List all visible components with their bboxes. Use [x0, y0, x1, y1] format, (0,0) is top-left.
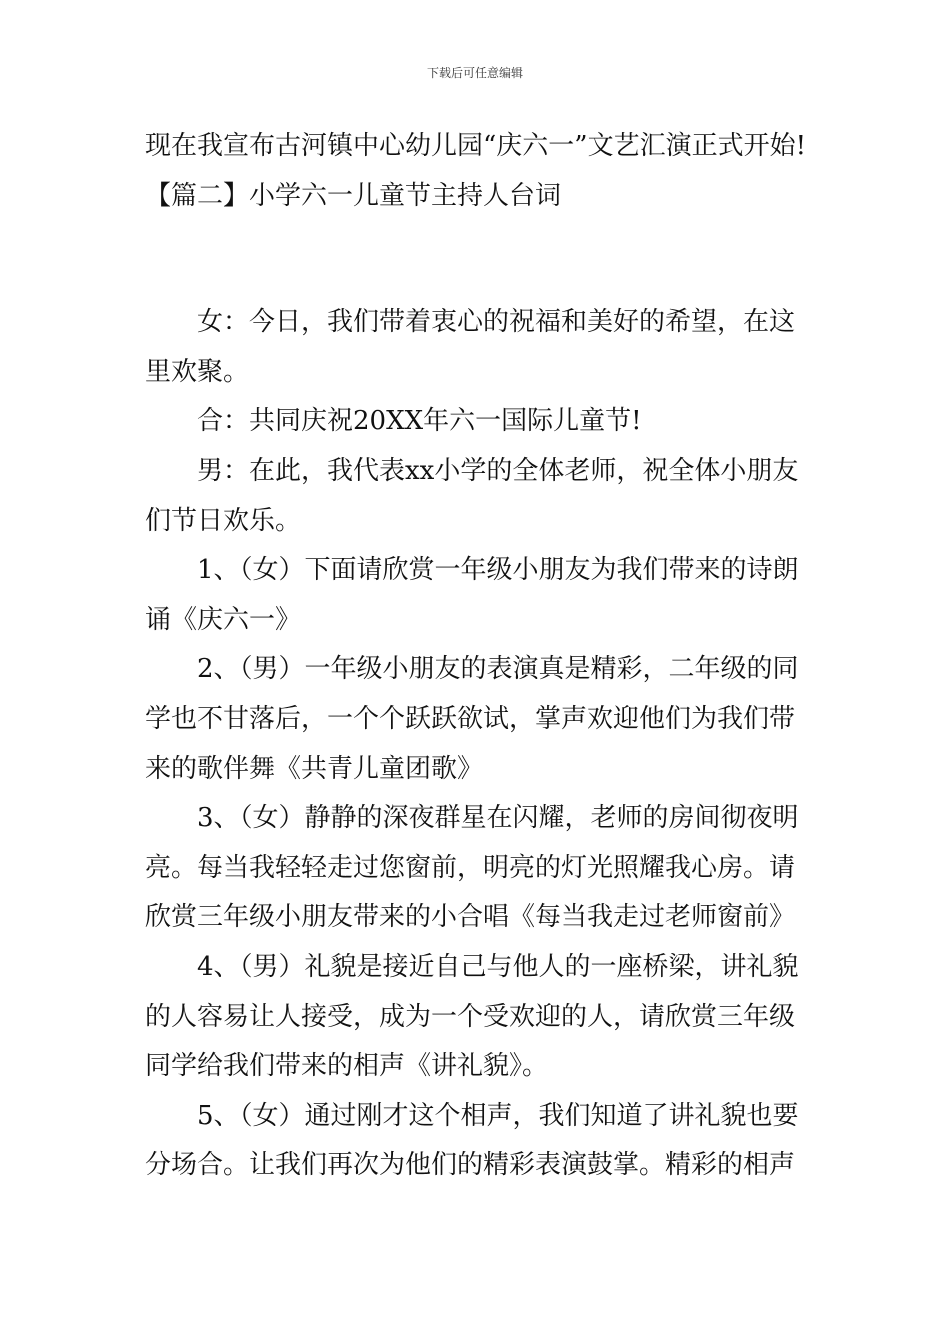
spacer [145, 221, 813, 298]
section-heading: 【篇二】小学六一儿童节主持人台词 [145, 180, 562, 211]
paragraph-item-4: 4、（男）礼貌是接近自己与他人的一座桥梁，讲礼貌的人容易让人接受，成为一个受欢迎的人，请欣赏三年级同学给我们带来的相声《讲礼貌》。 [145, 951, 799, 1082]
paragraph-opening-declaration: 现在我宣布古河镇中心幼儿园“庆六一”文艺汇演正式开始! [145, 131, 807, 161]
paragraph-item-1: 1、（女）下面请欣赏一年级小朋友为我们带来的诗朗诵《庆六一》 [145, 555, 799, 635]
paragraph-together: 合：共同庆祝20XX年六一国际儿童节! [197, 406, 642, 437]
page-header: 下载后可任意编辑 [426, 66, 523, 80]
paragraph-item-5: 5、（女）通过刚才这个相声，我们知道了讲礼貌也要分场合。让我们再次为他们的精彩表演鼓掌。精彩的相声 [145, 1100, 799, 1181]
paragraph-male-host: 男：在此，我代表xx小学的全体老师，祝全体小朋友们节日欢乐。 [145, 455, 799, 536]
document-body [145, 122, 813, 1191]
paragraph-item-3: 3、（女）静静的深夜群星在闪耀，老师的房间彻夜明亮。每当我轻轻走过您窗前，明亮的灯光照耀我心房。请欣赏三年级小朋友带来的小合唱《每当我走过老师窗前》 [145, 803, 799, 933]
paragraph-item-2: 2、（男）一年级小朋友的表演真是精彩，二年级的同学也不甘落后，一个个跃跃欲试，掌声欢迎他们为我们带来的歌伴舞《共青儿童团歌》 [145, 654, 799, 784]
paragraph-female-host: 女：今日，我们带着衷心的祝福和美好的希望，在这里欢聚。 [145, 307, 796, 387]
